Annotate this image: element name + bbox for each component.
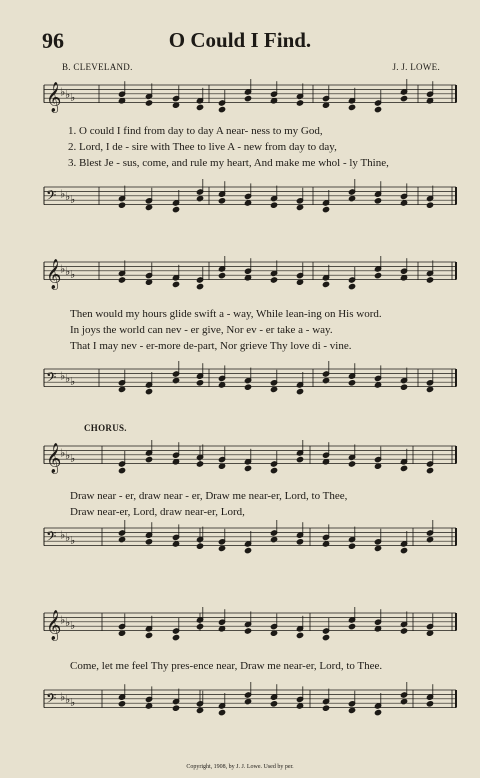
note-head (426, 701, 433, 707)
note-head (426, 537, 433, 543)
note-head (244, 275, 251, 281)
lyric-line: Come, let me feel Thy pres-ence near, Draw me near-er, Lord, to Thee. (70, 660, 383, 672)
note-head (244, 465, 251, 471)
note-head (118, 386, 125, 392)
note-head (218, 382, 225, 388)
note-head (118, 630, 125, 636)
flat-sign: ♭ (70, 451, 76, 465)
note-head (400, 465, 407, 471)
lyric-line: In joys the world can nev - er give, Nor ev - er take a - way. (70, 324, 333, 336)
note-head (118, 701, 125, 707)
note-head (218, 545, 225, 551)
flat-sign: ♭ (60, 262, 66, 276)
note-head (400, 628, 407, 634)
note-head (348, 461, 355, 467)
note-head (118, 468, 125, 474)
note-head (296, 100, 303, 106)
note-head (270, 537, 277, 543)
note-head (270, 202, 277, 208)
lyric-line: That I may nev - er-more de-part, Nor grieve Thy love di - vine. (70, 340, 352, 352)
note-head (218, 198, 225, 204)
note-head (348, 196, 355, 202)
note-head (322, 459, 329, 465)
note-head (426, 277, 433, 283)
note-head (244, 96, 251, 102)
note-head (322, 705, 329, 711)
note-head (270, 630, 277, 636)
lyric-line: Then would my hours glide swift a - way, While lean-ing on His word. (70, 308, 382, 320)
note-head (296, 279, 303, 285)
note-head (296, 389, 303, 395)
note-head (118, 98, 125, 104)
note-head (196, 284, 203, 290)
note-head (118, 202, 125, 208)
bass-clef: 𝄢 (46, 690, 57, 710)
note-head (145, 539, 152, 545)
note-head (145, 457, 152, 463)
bass-clef: 𝄢 (46, 369, 57, 389)
lyric-line: 1. O could I find from day to day A near- ness to my God, (68, 125, 323, 137)
lyric-line: Draw near-er, Lord, draw near-er, Lord, (70, 506, 245, 518)
note-head (348, 380, 355, 386)
treble-clef: 𝄞 (46, 259, 62, 290)
note-head (172, 541, 179, 547)
note-head (270, 386, 277, 392)
note-head (374, 545, 381, 551)
note-head (218, 463, 225, 469)
flat-sign: ♭ (70, 695, 76, 709)
note-head (118, 277, 125, 283)
note-head (374, 382, 381, 388)
copyright-notice: Copyright, 1908, by J. J. Lowe. Used by per. (186, 764, 294, 770)
note-head (118, 537, 125, 543)
flat-sign: ♭ (65, 616, 71, 630)
note-head (374, 626, 381, 632)
flat-sign: ♭ (70, 90, 76, 104)
flat-sign: ♭ (70, 618, 76, 632)
note-head (348, 543, 355, 549)
note-head (244, 699, 251, 705)
flat-sign: ♭ (60, 613, 66, 627)
note-head (145, 279, 152, 285)
note-head (218, 626, 225, 632)
note-head (374, 198, 381, 204)
note-head (296, 703, 303, 709)
flat-sign: ♭ (65, 88, 71, 102)
note-head (426, 468, 433, 474)
note-head (296, 632, 303, 638)
note-head (374, 463, 381, 469)
note-head (172, 207, 179, 213)
note-head (172, 378, 179, 384)
flat-sign: ♭ (60, 369, 66, 383)
flat-sign: ♭ (60, 446, 66, 460)
note-head (196, 196, 203, 202)
note-head (172, 705, 179, 711)
note-head (296, 457, 303, 463)
note-head (426, 386, 433, 392)
note-head (322, 378, 329, 384)
note-head (322, 281, 329, 287)
flat-sign: ♭ (65, 449, 71, 463)
flat-sign: ♭ (60, 85, 66, 99)
note-head (172, 459, 179, 465)
note-head (348, 707, 355, 713)
note-head (374, 107, 381, 113)
note-head (196, 543, 203, 549)
treble-clef: 𝄞 (46, 82, 62, 113)
flat-sign: ♭ (65, 265, 71, 279)
note-head (196, 707, 203, 713)
bass-clef: 𝄢 (46, 187, 57, 207)
note-head (374, 710, 381, 716)
note-head (270, 701, 277, 707)
note-head (218, 273, 225, 279)
note-head (400, 548, 407, 554)
bass-clef: 𝄢 (46, 528, 57, 548)
flat-sign: ♭ (60, 187, 66, 201)
treble-clef: 𝄞 (46, 610, 62, 641)
note-head (348, 104, 355, 110)
treble-clef: 𝄞 (46, 443, 62, 474)
composer-credit: B. CLEVELAND. (62, 62, 133, 72)
note-head (218, 710, 225, 716)
note-head (426, 202, 433, 208)
note-head (244, 628, 251, 634)
note-head (400, 699, 407, 705)
note-head (145, 632, 152, 638)
note-head (172, 281, 179, 287)
note-head (426, 630, 433, 636)
note-head (348, 284, 355, 290)
flat-sign: ♭ (60, 528, 66, 542)
note-head (296, 539, 303, 545)
author-credit: J. J. LOWE. (392, 62, 440, 72)
note-head (172, 635, 179, 641)
page-number: 96 (42, 28, 64, 53)
note-head (400, 200, 407, 206)
note-head (244, 384, 251, 390)
flat-sign: ♭ (65, 693, 71, 707)
note-head (145, 204, 152, 210)
note-head (322, 541, 329, 547)
note-head (348, 624, 355, 630)
note-head (145, 389, 152, 395)
note-head (322, 207, 329, 213)
note-head (374, 273, 381, 279)
note-head (145, 703, 152, 709)
note-head (322, 102, 329, 108)
chorus-label: CHORUS. (84, 423, 127, 433)
note-head (196, 380, 203, 386)
lyric-line: Draw near - er, draw near - er, Draw me near-er, Lord, to Thee, (70, 490, 348, 502)
note-head (218, 107, 225, 113)
note-head (270, 468, 277, 474)
lyric-line: 3. Blest Je - sus, come, and rule my heart, And make me whol - ly Thine, (68, 157, 389, 169)
lyric-line: 2. Lord, I de - sire with Thee to live A - new from day to day, (68, 141, 337, 153)
hymn-title: O Could I Find. (168, 28, 312, 52)
flat-sign: ♭ (70, 267, 76, 281)
flat-sign: ♭ (60, 690, 66, 704)
note-head (196, 461, 203, 467)
note-head (400, 275, 407, 281)
note-head (145, 100, 152, 106)
note-head (400, 96, 407, 102)
flat-sign: ♭ (65, 372, 71, 386)
note-head (270, 98, 277, 104)
flat-sign: ♭ (70, 533, 76, 547)
flat-sign: ♭ (70, 374, 76, 388)
note-head (172, 102, 179, 108)
note-head (296, 204, 303, 210)
note-head (426, 98, 433, 104)
flat-sign: ♭ (65, 190, 71, 204)
note-head (196, 624, 203, 630)
flat-sign: ♭ (70, 192, 76, 206)
note-head (270, 277, 277, 283)
note-head (400, 384, 407, 390)
note-head (322, 635, 329, 641)
flat-sign: ♭ (65, 531, 71, 545)
note-head (196, 104, 203, 110)
note-head (244, 548, 251, 554)
note-head (244, 200, 251, 206)
